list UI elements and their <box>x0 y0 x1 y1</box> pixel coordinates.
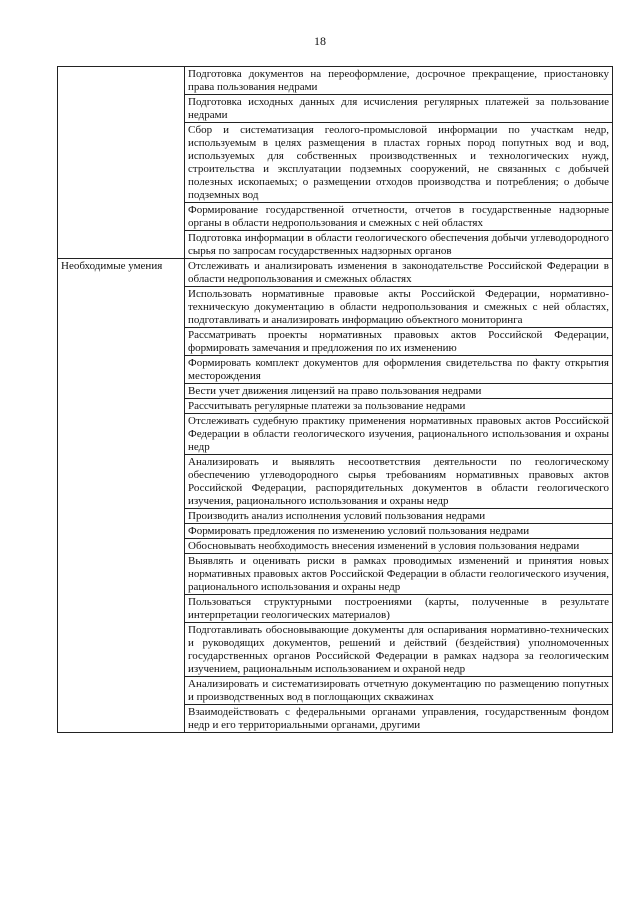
continued-label-cell <box>58 67 185 259</box>
skill-item: Использовать нормативные правовые акты Российской Федерации, нормативно-техническую документацию в области недропользования и смежных с ней областях, подготавливать и анализировать информацию объектного мониторинга <box>185 287 613 328</box>
table-row <box>58 259 613 287</box>
competency-table <box>57 66 613 733</box>
labor-action-item: Подготовка документов на переоформление, досрочное прекращение, приостановку права пользования недрами <box>185 67 613 95</box>
skill-item: Анализировать и выявлять несоответствия деятельности по геологическому обеспечению углеводородного сырья требованиям нормативных правовых актов Российской Федерации, распорядительных документов в области геологического изучения, рационального использования и охраны недр <box>185 455 613 509</box>
skill-item: Подготавливать обосновывающие документы для оспаривания нормативно-технических и руководящих документов, решений и действий (бездействия) уполномоченных государственных органов Российской Федерации в рамках надзора за геологическим изучением, рациональным использованием и охраной недр <box>185 623 613 677</box>
skill-item: Формировать комплект документов для оформления свидетельства по факту открытия месторождения <box>185 356 613 384</box>
skill-item: Формировать предложения по изменению условий пользования недрами <box>185 524 613 539</box>
skill-item: Рассчитывать регулярные платежи за пользование недрами <box>185 399 613 414</box>
skills-label: Необходимые умения <box>58 259 185 733</box>
skill-item: Обосновывать необходимость внесения изменений в условия пользования недрами <box>185 539 613 554</box>
labor-action-item: Формирование государственной отчетности, отчетов в государственные надзорные органы в области недропользования и смежных с ней областях <box>185 203 613 231</box>
skill-item: Рассматривать проекты нормативных правовых актов Российской Федерации, формировать замечания и предложения по их изменению <box>185 328 613 356</box>
skill-item: Анализировать и систематизировать отчетную документацию по размещению попутных и производственных вод в поглощающих скважинах <box>185 677 613 705</box>
page-number: 18 <box>314 34 326 48</box>
skill-item: Отслеживать и анализировать изменения в законодательстве Российской Федерации в области недропользования и смежных областях <box>185 259 613 287</box>
labor-action-item: Сбор и систематизация геолого-промысловой информации по участкам недр, используемым в целях размещения в пластах горных пород попутных вод и вод, используемых для собственных производственных и технологических нужд, строительства и эксплуатации подземных сооружений, не связанных с добычей полезных ископаемых; о размещении отходов производства и потребления; о добыче подземных вод <box>185 123 613 203</box>
skill-item: Выявлять и оценивать риски в рамках проводимых изменений и принятия новых нормативных правовых актов Российской Федерации в области геологического изучения, рационального использования и охраны недр <box>185 554 613 595</box>
labor-action-item: Подготовка исходных данных для исчисления регулярных платежей за пользование недрами <box>185 95 613 123</box>
table-body <box>58 67 613 733</box>
skill-item: Производить анализ исполнения условий пользования недрами <box>185 509 613 524</box>
skill-item: Отслеживать судебную практику применения нормативных правовых актов Российской Федерации в области геологического изучения, рационального использования и охраны недр <box>185 414 613 455</box>
labor-action-item: Подготовка информации в области геологического обеспечения добычи углеводородного сырья по запросам государственных надзорных органов <box>185 231 613 259</box>
skill-item: Вести учет движения лицензий на право пользования недрами <box>185 384 613 399</box>
skill-item: Пользоваться структурными построениями (карты, полученные в результате интерпретации геологических материалов) <box>185 595 613 623</box>
table-row <box>58 67 613 95</box>
skill-item: Взаимодействовать с федеральными органами управления, государственным фондом недр и его территориальными органами, другими <box>185 705 613 733</box>
